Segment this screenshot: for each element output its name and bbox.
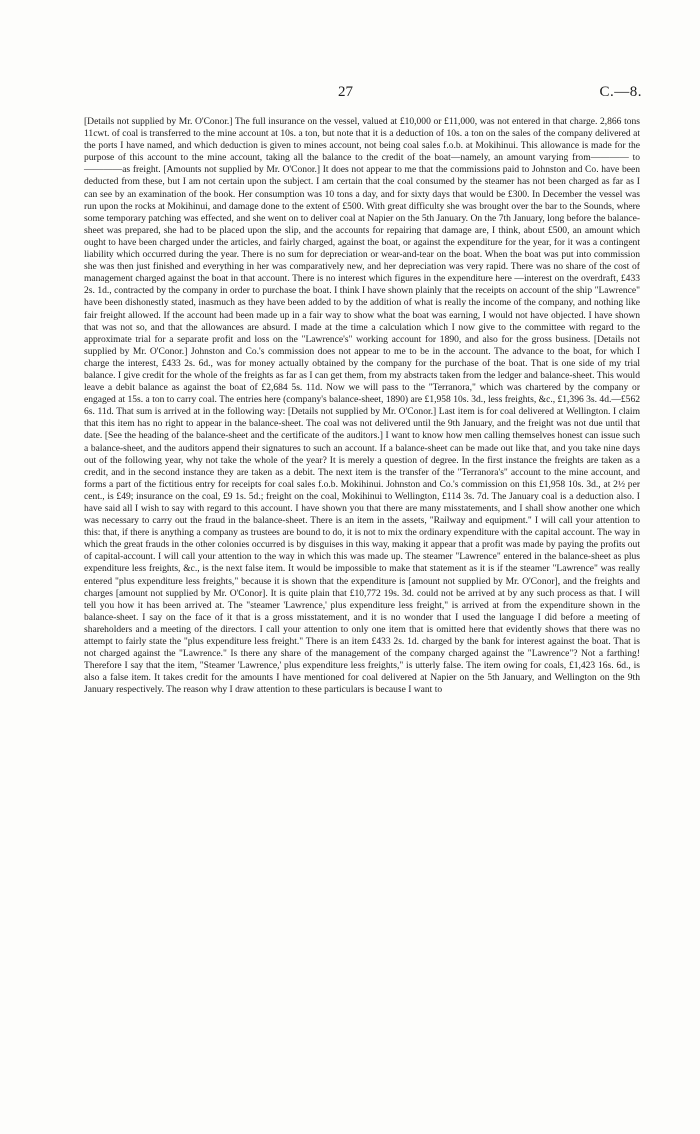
- body-text: [84, 116, 640, 697]
- paragraph: [Details not supplied by Mr. O'Conor.] The full insurance on the vessel, valued at £10,000 or £11,000, was not entered in that charge. 2,866 tons 11cwt. of coal is transferred to the mine account at 10s. a ton, but note that it is a deduction of 10s. a ton on the sales of the company delivered at the ports I have named, and which deduction is given to mines account, not being coal sales f.o.b. at Mokihinui. This allowance is made for the purpose of this account to the mine account, taking all the balance to the credit of the boat—namely, an amount varying from———— to————as freight. [Amounts not supplied by Mr. O'Conor.] It does not appear to me that the commissions paid to Johnston and Co. have been deducted from these, but I am not certain upon the subject. I am certain that the coal consumed by the steamer has not been charged as far as I can see by an examination of the book. Her consumption was 10 tons a day, and for sixty days that would be £300. In December the vessel was run upon the rocks at Mokihinui, and damage done to the extent of £500. With great difficulty she was brought over the bar to the Sounds, where some temporary patching was effected, and she went on to deliver coal at Napier on the 5th January. On the 7th January, long before the balance-sheet was prepared, she had to be placed upon the slip, and the accounts for repairing that damage are, I think, about £500, an amount which ought to have been charged under the articles, and fairly charged, against the boat, or against the expenditure for the year, for it was a contingent liability which occurred during the year. There is no sum for depreciation or wear-and-tear on the boat. When the boat was put into commission she was then just finished and everything in her was comparatively new, and her depreciation was very rapid. There was no share of the cost of management charged against the boat in that account. There is no interest which figures in the expenditure here —interest on the overdraft, £433 2s. 1d., contracted by the company in order to purchase the boat. I think I have shown plainly that the receipts on account of the ship "Lawrence" have been dishonestly stated, inasmuch as they have been added to by the addition of what is really the income of the company, and nothing like fair freight allowed. If the account had been made up in a fair way to show what the boat was earning, I would not have objected. I have shown that was not so, and that the allowances are absurd. I made at the time a calculation which I now give to the committee with regard to the approximate trial for a separate profit and loss on the "Lawrence's" working account for 1890, and also for the gross business. [Details not supplied by Mr. O'Conor.] Johnston and Co.'s commission does not appear to me to be in the account. The advance to the boat, for which I charge the interest, £433 2s. 6d., was for money actually obtained by the company for the purchase of the boat. That is one side of my trial balance. I give credit for the whole of the freights as far as I can get them, from my abstracts taken from the ledger and balance-sheet. This would leave a debit balance as against the boat of £2,684 5s. 11d. Now we will pass to the "Terranora," which was chartered by the company or engaged at 15s. a ton to carry coal. The entries here (company's balance-sheet, 1890) are £1,958 10s. 3d., less freights, &c., £1,396 3s. 4d.—£562 6s. 11d. That sum is arrived at in the following way: [Details not supplied by Mr. O'Conor.] Last item is for coal delivered at Wellington. I claim that this item has no right to appear in the balance-sheet. The coal was not delivered until the 9th January, and the freight was not due until that date. [See the heading of the balance-sheet and the certificate of the auditors.] I want to know how men calling themselves honest can issue such a balance-sheet, and the auditors append their signatures to such an account. If a balance-sheet can be made out like that, and you take nine days out of the following year, why not take the whole of the year? It is merely a question of degree. In the first instance the freights are taken as a credit, and in the second instance they are taken as a debit. The next item is the transfer of the "Terranora's" account to the mine account, and forms a part of the fictitious entry for receipts for coal sales f.o.b. Mokihinui. Johnston and Co.'s commission on this £1,958 10s. 3d., at 2½ per cent., is £49; insurance on the coal, £9 1s. 5d.; freight on the coal, Mokihinui to Wellington, £114 3s. 7d. The January coal is a deduction also. I have said all I wish to say with regard to this account. I have shown you that there are many misstatements, and I shall show another one which was necessary to carry out the fraud in the balance-sheet. There is an item in the assets, "Railway and equipment." I will call your attention to this: that, if there is anything a company as trustees are bound to do, it is not to mix the ordinary expenditure with the capital account. The way in which the great frauds in the other colonies occurred is by disguises in this way, making it appear that a profit was made by paying the profits out of capital-account. I will call your attention to the way in which this was made up. The steamer "Lawrence" entered in the balance-sheet as plus expenditure less freights, &c., is the next false item. It would be impossible to make that statement as it is if the steamer "Lawrence" was really entered "plus expenditure less freights," because it is shown that the expenditure is [amount not supplied by Mr. O'Conor], and the freights and charges [amount not supplied by Mr. O'Conor]. It is quite plain that £10,772 19s. 3d. could not be arrived at by any such process as that. I will tell you how it has been arrived at. The "steamer 'Lawrence,' plus expenditure less freight," is arrived at from the expenditure shown in the balance-sheet. I say on the face of it that is a gross misstatement, and it is no wonder that I used the language I did before a meeting of shareholders and a meeting of the directors. I call your attention to only one item that is omitted here that evidently shows that there was no attempt to fairly state the "plus expenditure less freight." There is an item £433 2s. 1d. charged by the bank for interest against the boat. That is not charged against the "Lawrence." Is there any share of the management of the company charged against the "Lawrence"? Not a farthing! Therefore I say that the item, "Steamer 'Lawrence,' plus expenditure less freights," is utterly false. The item owing for coals, £1,423 16s. 6d., is also a false item. It takes credit for the amounts I have mentioned for coal delivered at Napier on the 5th January, and Wellington on the 9th January respectively. The reason why I draw attention to these particulars is because I want to: [84, 116, 640, 696]
- series-reference: C.—8.: [599, 84, 642, 100]
- page-header: [0, 84, 700, 104]
- page-number: 27: [338, 84, 353, 100]
